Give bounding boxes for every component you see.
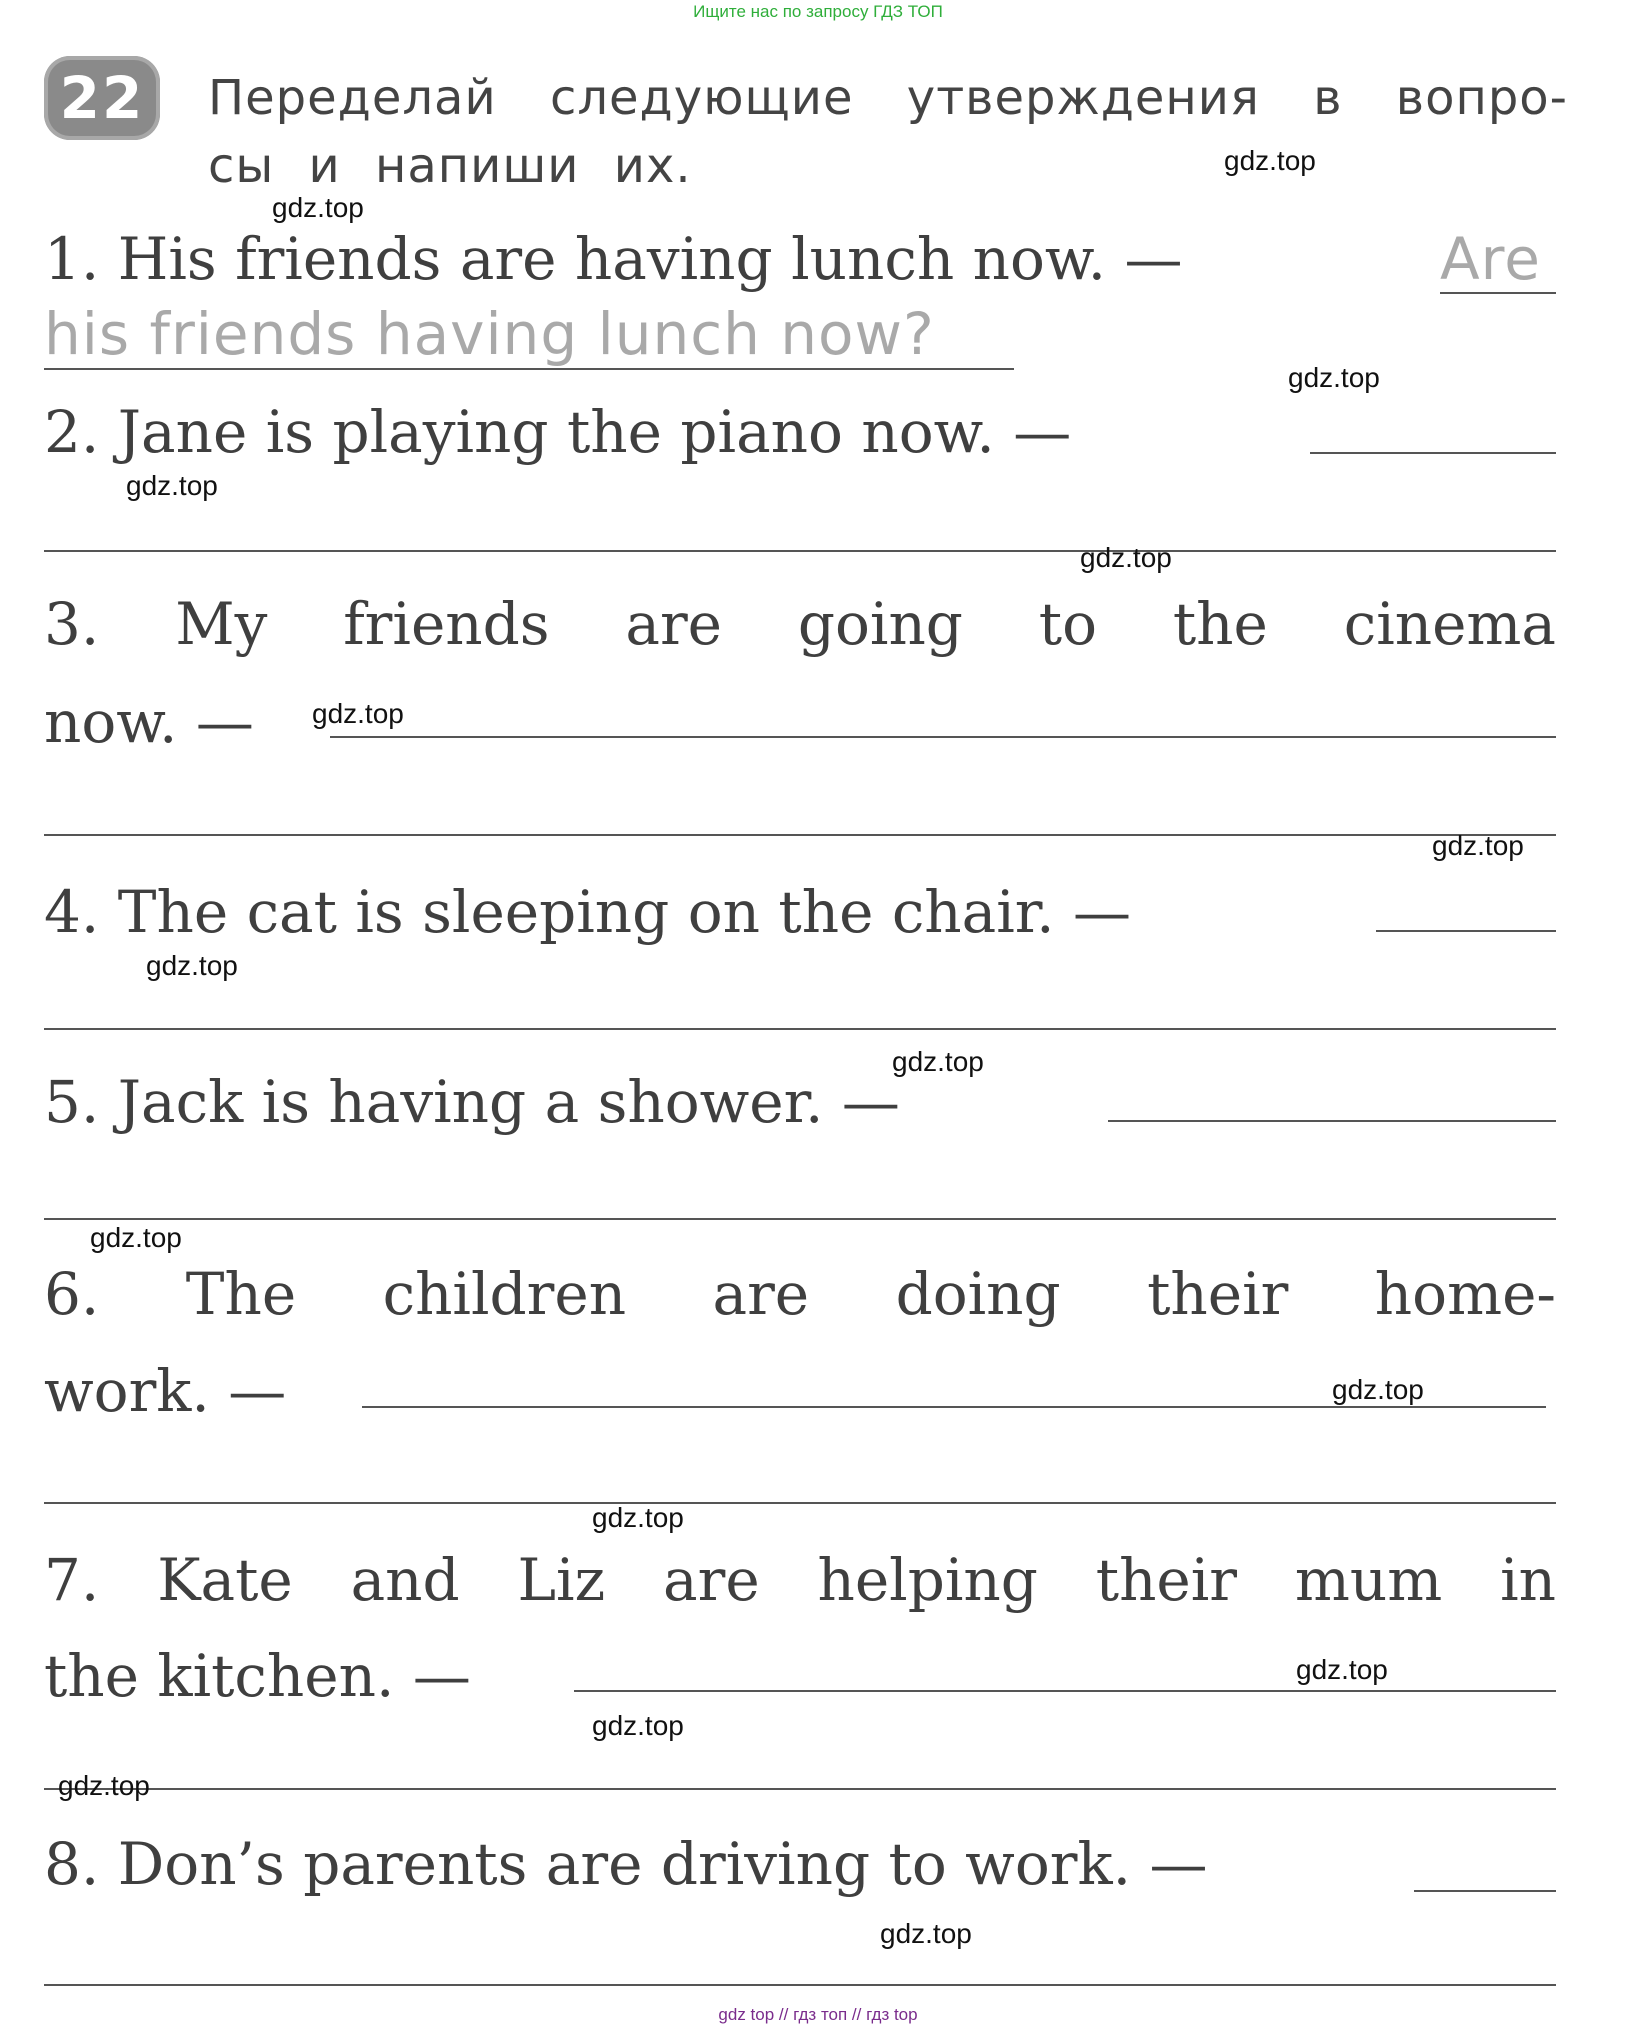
item-1-statement: 1. His friends are having lunch now. — [44,225,1183,293]
item-8-answer-line-2 [44,1984,1556,1986]
item-3-statement-line-1: 3. My friends are going to the cinema [44,590,1556,658]
top-banner: Ищите нас по запросу ГДЗ ТОП [693,2,943,21]
item-7-statement-line-1: 7. Kate and Liz are helping their mum in [44,1546,1556,1614]
watermark: gdz.top [58,1770,150,1801]
item-4-statement: 4. The cat is sleeping on the chair. — [44,878,1132,946]
watermark: gdz.top [146,950,238,981]
watermark: gdz.top [592,1502,684,1533]
watermark: gdz.top [592,1710,684,1741]
item-6-statement-line-1: 6. The children are doing their home- [44,1260,1556,1328]
item-7-statement-line-2: the kitchen. — [44,1642,471,1710]
item-3-statement-line-2: now. — [44,688,254,756]
item-1-answer-start: Are [1440,225,1541,293]
item-1-answer-line-1 [1440,292,1556,294]
watermark: gdz.top [312,698,404,729]
item-5-answer-line-1 [1108,1120,1556,1122]
watermark: gdz.top [90,1222,182,1253]
watermark: gdz.top [126,470,218,501]
watermark: gdz.top [880,1918,972,1949]
item-5-statement: 5. Jack is having a shower. — [44,1068,900,1136]
item-1-answer-line-2 [44,368,1014,370]
item-2-statement: 2. Jane is playing the piano now. — [44,398,1072,466]
item-6-statement-line-2: work. — [44,1357,287,1425]
watermark: gdz.top [1080,542,1172,573]
watermark: gdz.top [272,192,364,223]
item-6-answer-line-2 [44,1502,1556,1504]
item-8-statement: 8. Don’s parents are driving to work. — [44,1830,1208,1898]
item-5-answer-line-2 [44,1218,1556,1220]
item-7-answer-line-1 [574,1690,1556,1692]
exercise-number: 22 [59,64,145,132]
watermark: gdz.top [1296,1654,1388,1685]
item-3-answer-line-2 [44,834,1556,836]
item-2-answer-line-2 [44,550,1556,552]
item-3-answer-line-1 [330,736,1556,738]
instruction-line-1: Переделай следующие утверждения в вопро- [208,70,1568,126]
item-4-answer-line-1 [1376,930,1556,932]
footer: gdz top // гдз топ // гдз top [718,2005,918,2024]
item-7-answer-line-2 [44,1788,1556,1790]
watermark: gdz.top [1332,1374,1424,1405]
item-1-answer-end: his friends having lunch now? [44,300,935,368]
instruction-line-2: сы и напиши их. [208,138,692,194]
watermark: gdz.top [892,1046,984,1077]
item-4-answer-line-2 [44,1028,1556,1030]
item-2-answer-line-1 [1310,452,1556,454]
item-6-answer-line-1 [362,1406,1546,1408]
watermark: gdz.top [1432,830,1524,861]
watermark: gdz.top [1224,145,1316,176]
watermark: gdz.top [1288,362,1380,393]
item-8-answer-line-1 [1414,1890,1556,1892]
